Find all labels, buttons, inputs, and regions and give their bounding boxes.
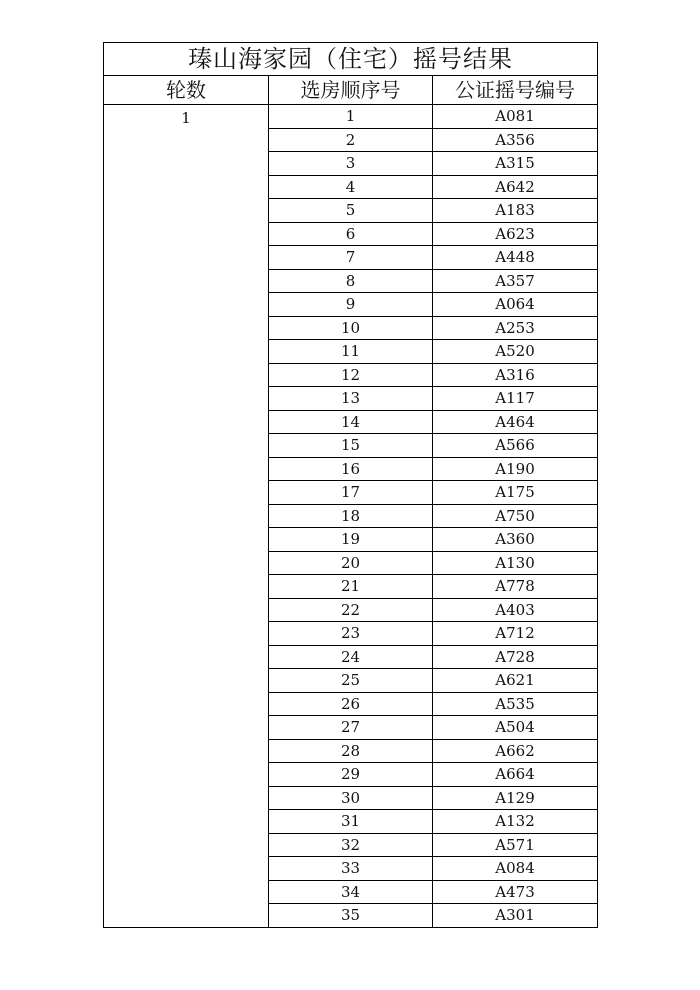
code-cell: A315 <box>433 152 598 176</box>
order-cell: 23 <box>269 622 433 646</box>
code-cell: A448 <box>433 246 598 270</box>
code-cell: A403 <box>433 598 598 622</box>
order-cell: 27 <box>269 716 433 740</box>
code-cell: A081 <box>433 105 598 129</box>
round-cell <box>104 105 269 928</box>
order-cell: 4 <box>269 175 433 199</box>
code-cell: A571 <box>433 833 598 857</box>
code-cell: A464 <box>433 410 598 434</box>
order-cell: 6 <box>269 222 433 246</box>
code-cell: A662 <box>433 739 598 763</box>
code-cell: A504 <box>433 716 598 740</box>
table-title: 瑧山海家园（住宅）摇号结果 <box>104 43 598 76</box>
code-cell: A535 <box>433 692 598 716</box>
order-cell: 11 <box>269 340 433 364</box>
code-cell: A360 <box>433 528 598 552</box>
code-cell: A750 <box>433 504 598 528</box>
order-cell: 33 <box>269 857 433 881</box>
code-cell: A064 <box>433 293 598 317</box>
code-cell: A084 <box>433 857 598 881</box>
order-cell: 7 <box>269 246 433 270</box>
order-cell: 30 <box>269 786 433 810</box>
order-cell: 19 <box>269 528 433 552</box>
order-cell: 25 <box>269 669 433 693</box>
order-cell: 16 <box>269 457 433 481</box>
code-cell: A316 <box>433 363 598 387</box>
code-cell: A190 <box>433 457 598 481</box>
code-cell: A129 <box>433 786 598 810</box>
header-order: 选房顺序号 <box>269 76 433 105</box>
code-cell: A253 <box>433 316 598 340</box>
order-cell: 14 <box>269 410 433 434</box>
order-cell: 3 <box>269 152 433 176</box>
code-cell: A301 <box>433 904 598 928</box>
code-cell: A520 <box>433 340 598 364</box>
order-cell: 31 <box>269 810 433 834</box>
order-cell: 8 <box>269 269 433 293</box>
order-cell: 5 <box>269 199 433 223</box>
order-cell: 24 <box>269 645 433 669</box>
order-cell: 28 <box>269 739 433 763</box>
code-cell: A183 <box>433 199 598 223</box>
code-cell: A623 <box>433 222 598 246</box>
code-cell: A566 <box>433 434 598 458</box>
order-cell: 32 <box>269 833 433 857</box>
code-cell: A132 <box>433 810 598 834</box>
order-cell: 22 <box>269 598 433 622</box>
header-row <box>104 76 598 105</box>
code-cell: A712 <box>433 622 598 646</box>
header-round: 轮数 <box>104 76 269 105</box>
code-cell: A117 <box>433 387 598 411</box>
order-cell: 20 <box>269 551 433 575</box>
lottery-result-table <box>103 42 598 928</box>
order-cell: 10 <box>269 316 433 340</box>
title-row <box>104 43 598 76</box>
order-cell: 35 <box>269 904 433 928</box>
order-cell: 29 <box>269 763 433 787</box>
round-value: 1 <box>181 109 191 127</box>
code-cell: A642 <box>433 175 598 199</box>
order-cell: 2 <box>269 128 433 152</box>
order-cell: 1 <box>269 105 433 129</box>
order-cell: 34 <box>269 880 433 904</box>
code-cell: A664 <box>433 763 598 787</box>
order-cell: 26 <box>269 692 433 716</box>
order-cell: 13 <box>269 387 433 411</box>
order-cell: 12 <box>269 363 433 387</box>
code-cell: A130 <box>433 551 598 575</box>
code-cell: A356 <box>433 128 598 152</box>
code-cell: A357 <box>433 269 598 293</box>
code-cell: A175 <box>433 481 598 505</box>
table-row <box>104 105 598 129</box>
order-cell: 9 <box>269 293 433 317</box>
order-cell: 17 <box>269 481 433 505</box>
header-code: 公证摇号编号 <box>433 76 598 105</box>
order-cell: 15 <box>269 434 433 458</box>
order-cell: 18 <box>269 504 433 528</box>
code-cell: A728 <box>433 645 598 669</box>
code-cell: A473 <box>433 880 598 904</box>
code-cell: A621 <box>433 669 598 693</box>
code-cell: A778 <box>433 575 598 599</box>
order-cell: 21 <box>269 575 433 599</box>
